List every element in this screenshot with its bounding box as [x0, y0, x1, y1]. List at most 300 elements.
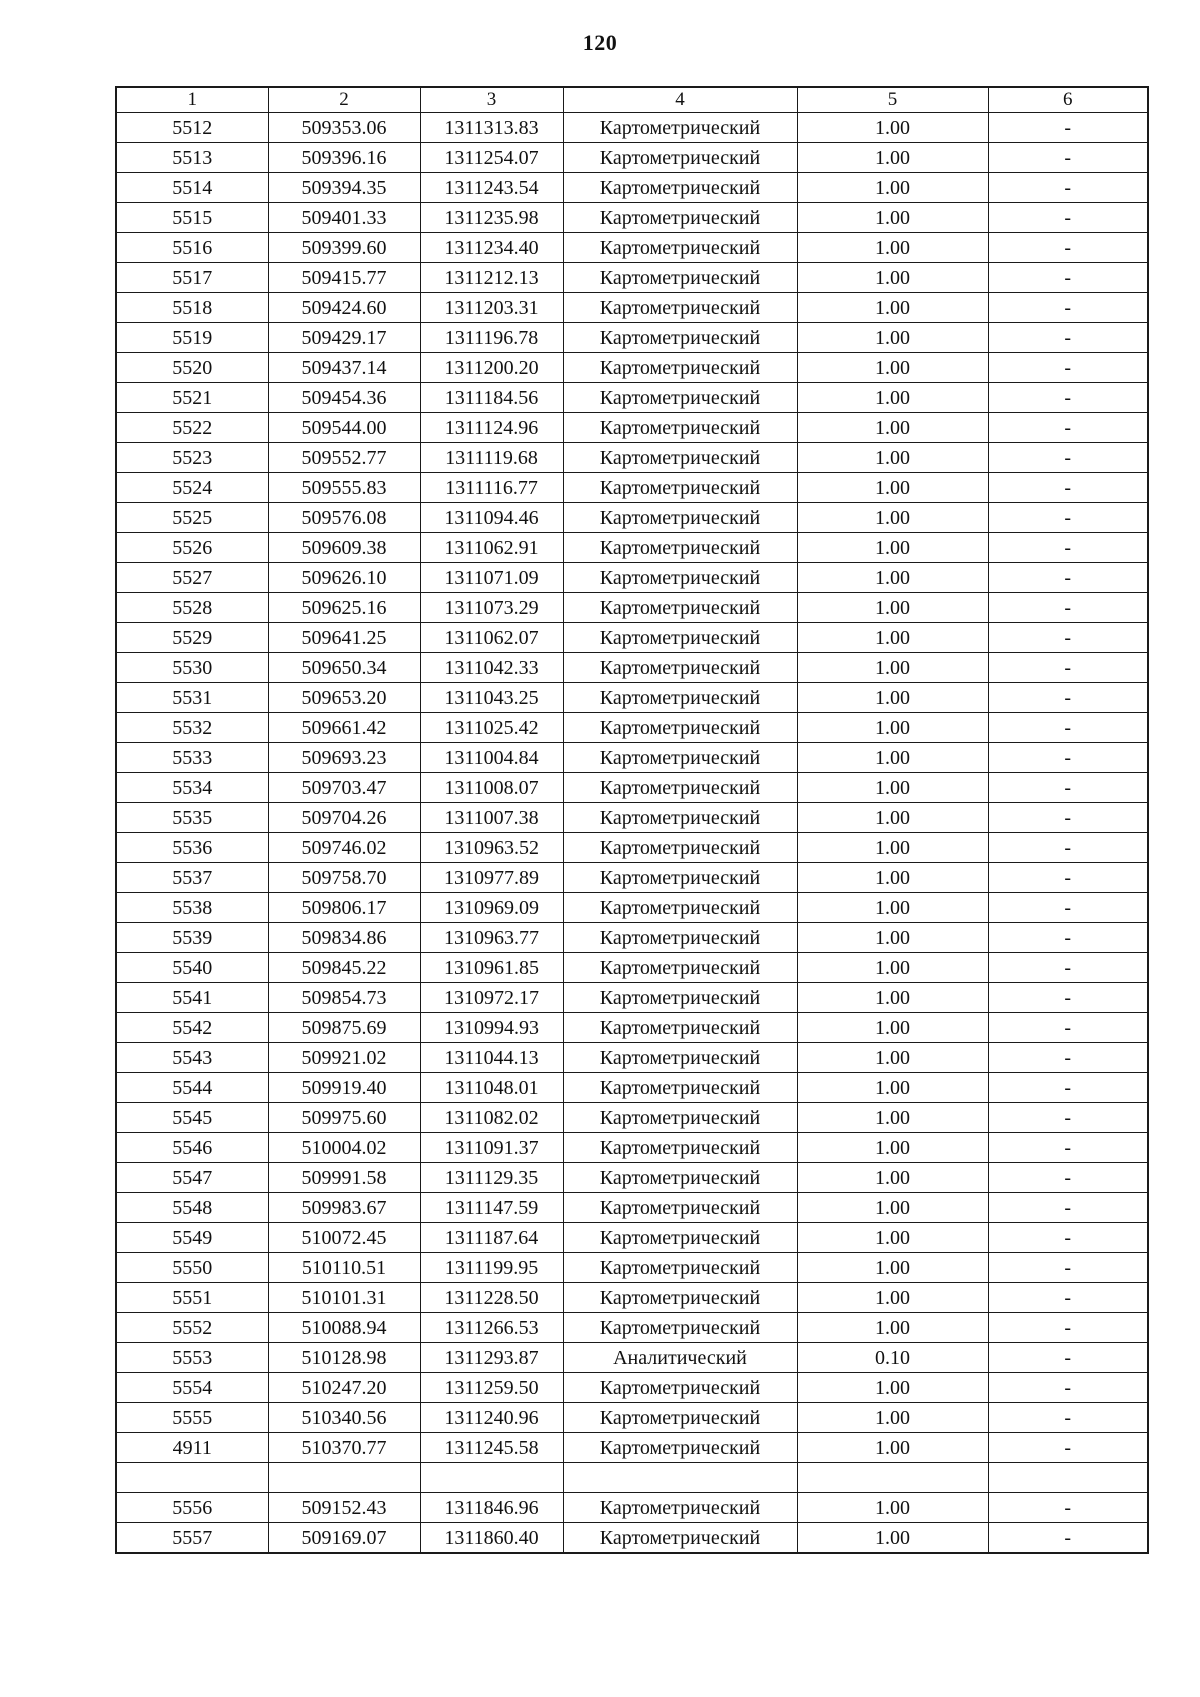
cell-coord-y: 1311313.83 [420, 113, 563, 143]
cell-note: - [988, 593, 1148, 623]
cell-note: - [988, 1403, 1148, 1433]
cell-method: Картометрический [563, 833, 797, 863]
table-row [116, 1343, 1148, 1373]
cell-method: Картометрический [563, 473, 797, 503]
cell-coord-y: 1311091.37 [420, 1133, 563, 1163]
cell-coord-x: 510110.51 [268, 1253, 420, 1283]
cell-coord-y: 1311129.35 [420, 1163, 563, 1193]
table-row [116, 1493, 1148, 1523]
table-row [116, 1103, 1148, 1133]
cell-coord-x: 509544.00 [268, 413, 420, 443]
cell-accuracy: 1.00 [797, 953, 988, 983]
table-row [116, 443, 1148, 473]
cell-coord-x: 510370.77 [268, 1433, 420, 1463]
cell-note: - [988, 1343, 1148, 1373]
cell-point-number: 5514 [116, 173, 268, 203]
cell-note: - [988, 1523, 1148, 1554]
cell-coord-x: 509704.26 [268, 803, 420, 833]
table-row [116, 1163, 1148, 1193]
cell-method: Картометрический [563, 623, 797, 653]
cell-method: Картометрический [563, 1523, 797, 1554]
column-header-1: 1 [116, 87, 268, 113]
cell-coord-x [268, 1463, 420, 1493]
cell-coord-y: 1311199.95 [420, 1253, 563, 1283]
cell-coord-y: 1311043.25 [420, 683, 563, 713]
table-row [116, 743, 1148, 773]
cell-accuracy: 1.00 [797, 323, 988, 353]
cell-method: Картометрический [563, 1223, 797, 1253]
table-row [116, 1373, 1148, 1403]
table-row [116, 773, 1148, 803]
cell-method: Картометрический [563, 983, 797, 1013]
cell-coord-x: 509609.38 [268, 533, 420, 563]
cell-coord-x: 509875.69 [268, 1013, 420, 1043]
cell-note: - [988, 143, 1148, 173]
cell-method: Картометрический [563, 1433, 797, 1463]
cell-accuracy: 1.00 [797, 203, 988, 233]
coordinates-table [115, 86, 1149, 1554]
cell-coord-x: 509703.47 [268, 773, 420, 803]
cell-note: - [988, 1283, 1148, 1313]
cell-point-number: 5552 [116, 1313, 268, 1343]
cell-accuracy [797, 1463, 988, 1493]
cell-point-number: 5557 [116, 1523, 268, 1554]
cell-coord-x: 510247.20 [268, 1373, 420, 1403]
cell-coord-x: 509921.02 [268, 1043, 420, 1073]
cell-note: - [988, 1433, 1148, 1463]
cell-coord-y: 1311259.50 [420, 1373, 563, 1403]
cell-coord-x: 510004.02 [268, 1133, 420, 1163]
cell-coord-x: 509152.43 [268, 1493, 420, 1523]
cell-coord-x: 510340.56 [268, 1403, 420, 1433]
cell-coord-y: 1311082.02 [420, 1103, 563, 1133]
cell-coord-y: 1310969.09 [420, 893, 563, 923]
cell-coord-y: 1311062.07 [420, 623, 563, 653]
cell-coord-y: 1310963.52 [420, 833, 563, 863]
table-row [116, 383, 1148, 413]
cell-coord-x: 509555.83 [268, 473, 420, 503]
cell-point-number: 5530 [116, 653, 268, 683]
cell-coord-y: 1310961.85 [420, 953, 563, 983]
cell-point-number: 5551 [116, 1283, 268, 1313]
cell-coord-y: 1311004.84 [420, 743, 563, 773]
cell-point-number: 5526 [116, 533, 268, 563]
cell-accuracy: 1.00 [797, 1193, 988, 1223]
cell-accuracy: 1.00 [797, 833, 988, 863]
cell-coord-y: 1311008.07 [420, 773, 563, 803]
cell-method: Картометрический [563, 953, 797, 983]
column-header-6: 6 [988, 87, 1148, 113]
cell-accuracy: 1.00 [797, 1043, 988, 1073]
cell-point-number: 5525 [116, 503, 268, 533]
cell-note: - [988, 743, 1148, 773]
cell-point-number: 5533 [116, 743, 268, 773]
cell-point-number: 5537 [116, 863, 268, 893]
cell-point-number: 5554 [116, 1373, 268, 1403]
cell-coord-y: 1311203.31 [420, 293, 563, 323]
cell-method: Картометрический [563, 1103, 797, 1133]
cell-method: Картометрический [563, 113, 797, 143]
cell-coord-x: 509845.22 [268, 953, 420, 983]
cell-coord-x: 509641.25 [268, 623, 420, 653]
table-row [116, 1313, 1148, 1343]
cell-accuracy: 1.00 [797, 263, 988, 293]
cell-note: - [988, 803, 1148, 833]
cell-coord-x: 509626.10 [268, 563, 420, 593]
cell-coord-y: 1311119.68 [420, 443, 563, 473]
cell-point-number: 5548 [116, 1193, 268, 1223]
cell-note: - [988, 683, 1148, 713]
cell-coord-y: 1311071.09 [420, 563, 563, 593]
cell-note: - [988, 863, 1148, 893]
cell-coord-x: 509650.34 [268, 653, 420, 683]
table-row [116, 173, 1148, 203]
cell-accuracy: 1.00 [797, 1313, 988, 1343]
cell-coord-x: 509919.40 [268, 1073, 420, 1103]
cell-coord-y: 1311212.13 [420, 263, 563, 293]
cell-note: - [988, 473, 1148, 503]
table-row [116, 203, 1148, 233]
cell-method: Картометрический [563, 653, 797, 683]
cell-coord-y: 1311042.33 [420, 653, 563, 683]
cell-accuracy: 1.00 [797, 653, 988, 683]
cell-coord-x: 509975.60 [268, 1103, 420, 1133]
cell-coord-y: 1311187.64 [420, 1223, 563, 1253]
cell-accuracy: 1.00 [797, 473, 988, 503]
table-row [116, 473, 1148, 503]
cell-coord-y: 1311245.58 [420, 1433, 563, 1463]
cell-method: Аналитический [563, 1343, 797, 1373]
cell-point-number: 5547 [116, 1163, 268, 1193]
cell-note [988, 1463, 1148, 1493]
cell-coord-x: 509693.23 [268, 743, 420, 773]
cell-point-number: 5516 [116, 233, 268, 263]
table-row [116, 233, 1148, 263]
cell-coord-y: 1311025.42 [420, 713, 563, 743]
cell-coord-x: 510072.45 [268, 1223, 420, 1253]
cell-coord-x: 509401.33 [268, 203, 420, 233]
cell-method [563, 1463, 797, 1493]
cell-point-number: 5534 [116, 773, 268, 803]
cell-method: Картометрический [563, 533, 797, 563]
cell-coord-y: 1311094.46 [420, 503, 563, 533]
table-row [116, 713, 1148, 743]
cell-method: Картометрический [563, 683, 797, 713]
table-row [116, 653, 1148, 683]
table-row [116, 293, 1148, 323]
table-row [116, 983, 1148, 1013]
cell-point-number: 4911 [116, 1433, 268, 1463]
cell-note: - [988, 413, 1148, 443]
cell-point-number: 5542 [116, 1013, 268, 1043]
cell-method: Картометрический [563, 1043, 797, 1073]
table-row [116, 1013, 1148, 1043]
table-row [116, 113, 1148, 143]
cell-coord-x: 509746.02 [268, 833, 420, 863]
cell-coord-x: 509454.36 [268, 383, 420, 413]
table-row [116, 143, 1148, 173]
cell-coord-x: 509429.17 [268, 323, 420, 353]
cell-accuracy: 1.00 [797, 413, 988, 443]
cell-note: - [988, 1133, 1148, 1163]
cell-method: Картометрический [563, 173, 797, 203]
cell-accuracy: 1.00 [797, 1493, 988, 1523]
cell-note: - [988, 1103, 1148, 1133]
table-row [116, 503, 1148, 533]
cell-accuracy: 1.00 [797, 683, 988, 713]
table-row [116, 1073, 1148, 1103]
cell-coord-x: 509834.86 [268, 923, 420, 953]
cell-note: - [988, 893, 1148, 923]
cell-point-number: 5512 [116, 113, 268, 143]
cell-point-number: 5520 [116, 353, 268, 383]
cell-method: Картометрический [563, 1283, 797, 1313]
table-row [116, 353, 1148, 383]
cell-accuracy: 1.00 [797, 1073, 988, 1103]
cell-accuracy: 1.00 [797, 1103, 988, 1133]
cell-point-number: 5540 [116, 953, 268, 983]
cell-point-number: 5524 [116, 473, 268, 503]
cell-point-number: 5538 [116, 893, 268, 923]
cell-accuracy: 1.00 [797, 893, 988, 923]
cell-point-number: 5549 [116, 1223, 268, 1253]
cell-method: Картометрический [563, 1403, 797, 1433]
cell-method: Картометрический [563, 1163, 797, 1193]
cell-coord-y: 1311254.07 [420, 143, 563, 173]
cell-accuracy: 1.00 [797, 743, 988, 773]
table-row [116, 953, 1148, 983]
cell-coord-x: 509806.17 [268, 893, 420, 923]
cell-method: Картометрический [563, 503, 797, 533]
cell-method: Картометрический [563, 563, 797, 593]
table-row [116, 1433, 1148, 1463]
cell-note: - [988, 113, 1148, 143]
cell-method: Картометрический [563, 773, 797, 803]
cell-coord-y: 1311266.53 [420, 1313, 563, 1343]
cell-method: Картометрический [563, 323, 797, 353]
cell-method: Картометрический [563, 413, 797, 443]
cell-point-number: 5517 [116, 263, 268, 293]
cell-point-number: 5527 [116, 563, 268, 593]
cell-note: - [988, 983, 1148, 1013]
table-row [116, 893, 1148, 923]
cell-point-number: 5539 [116, 923, 268, 953]
cell-accuracy: 1.00 [797, 383, 988, 413]
cell-accuracy: 1.00 [797, 143, 988, 173]
cell-note: - [988, 293, 1148, 323]
cell-accuracy: 1.00 [797, 863, 988, 893]
table-row [116, 533, 1148, 563]
cell-coord-y: 1311846.96 [420, 1493, 563, 1523]
cell-accuracy: 1.00 [797, 593, 988, 623]
cell-accuracy: 1.00 [797, 1223, 988, 1253]
cell-method: Картометрический [563, 143, 797, 173]
cell-coord-x: 509394.35 [268, 173, 420, 203]
cell-point-number: 5523 [116, 443, 268, 473]
cell-method: Картометрический [563, 1133, 797, 1163]
cell-coord-y: 1311116.77 [420, 473, 563, 503]
cell-note: - [988, 833, 1148, 863]
table-row [116, 413, 1148, 443]
cell-accuracy: 1.00 [797, 293, 988, 323]
column-header-3: 3 [420, 87, 563, 113]
cell-method: Картометрический [563, 593, 797, 623]
cell-point-number: 5531 [116, 683, 268, 713]
cell-method: Картометрический [563, 233, 797, 263]
cell-note: - [988, 233, 1148, 263]
cell-coord-y [420, 1463, 563, 1493]
cell-accuracy: 1.00 [797, 443, 988, 473]
cell-point-number: 5536 [116, 833, 268, 863]
cell-method: Картометрический [563, 713, 797, 743]
cell-accuracy: 1.00 [797, 623, 988, 653]
table-row [116, 683, 1148, 713]
cell-accuracy: 1.00 [797, 713, 988, 743]
cell-note: - [988, 953, 1148, 983]
cell-accuracy: 1.00 [797, 1253, 988, 1283]
cell-coord-y: 1311048.01 [420, 1073, 563, 1103]
cell-note: - [988, 563, 1148, 593]
cell-coord-x: 509653.20 [268, 683, 420, 713]
cell-point-number: 5555 [116, 1403, 268, 1433]
table-row [116, 833, 1148, 863]
table-body [116, 113, 1148, 1554]
cell-method: Картометрический [563, 1253, 797, 1283]
cell-accuracy: 1.00 [797, 773, 988, 803]
cell-point-number: 5532 [116, 713, 268, 743]
cell-coord-y: 1310972.17 [420, 983, 563, 1013]
table-row [116, 593, 1148, 623]
cell-coord-y: 1311184.56 [420, 383, 563, 413]
cell-accuracy: 1.00 [797, 803, 988, 833]
column-header-2: 2 [268, 87, 420, 113]
cell-coord-x: 509758.70 [268, 863, 420, 893]
cell-point-number: 5518 [116, 293, 268, 323]
column-header-5: 5 [797, 87, 988, 113]
table-row [116, 1043, 1148, 1073]
cell-coord-y: 1311044.13 [420, 1043, 563, 1073]
cell-point-number: 5544 [116, 1073, 268, 1103]
cell-point-number: 5535 [116, 803, 268, 833]
cell-accuracy: 1.00 [797, 1283, 988, 1313]
cell-coord-x: 509576.08 [268, 503, 420, 533]
cell-coord-y: 1311007.38 [420, 803, 563, 833]
cell-note: - [988, 1253, 1148, 1283]
cell-point-number: 5522 [116, 413, 268, 443]
cell-coord-y: 1311235.98 [420, 203, 563, 233]
table-row [116, 263, 1148, 293]
cell-method: Картометрический [563, 743, 797, 773]
cell-accuracy: 1.00 [797, 1013, 988, 1043]
cell-note: - [988, 173, 1148, 203]
cell-coord-x: 509991.58 [268, 1163, 420, 1193]
cell-point-number: 5553 [116, 1343, 268, 1373]
cell-method: Картометрический [563, 1373, 797, 1403]
cell-point-number [116, 1463, 268, 1493]
cell-coord-y: 1311073.29 [420, 593, 563, 623]
cell-note: - [988, 203, 1148, 233]
cell-method: Картометрический [563, 1073, 797, 1103]
cell-method: Картометрический [563, 863, 797, 893]
table-row [116, 803, 1148, 833]
cell-point-number: 5528 [116, 593, 268, 623]
cell-note: - [988, 1493, 1148, 1523]
table-row [116, 1193, 1148, 1223]
cell-accuracy: 1.00 [797, 1163, 988, 1193]
cell-note: - [988, 1163, 1148, 1193]
cell-point-number: 5529 [116, 623, 268, 653]
cell-coord-y: 1311234.40 [420, 233, 563, 263]
cell-method: Картометрический [563, 1013, 797, 1043]
cell-note: - [988, 653, 1148, 683]
table-row [116, 563, 1148, 593]
cell-coord-y: 1310994.93 [420, 1013, 563, 1043]
cell-note: - [988, 263, 1148, 293]
table-row [116, 1253, 1148, 1283]
cell-accuracy: 1.00 [797, 1403, 988, 1433]
cell-note: - [988, 353, 1148, 383]
cell-point-number: 5519 [116, 323, 268, 353]
cell-accuracy: 1.00 [797, 113, 988, 143]
table-row [116, 1403, 1148, 1433]
cell-note: - [988, 383, 1148, 413]
table-row [116, 1133, 1148, 1163]
cell-note: - [988, 503, 1148, 533]
table-header-row [116, 87, 1148, 113]
cell-accuracy: 1.00 [797, 503, 988, 533]
cell-coord-y: 1311062.91 [420, 533, 563, 563]
cell-method: Картометрический [563, 353, 797, 383]
cell-coord-x: 509983.67 [268, 1193, 420, 1223]
cell-point-number: 5556 [116, 1493, 268, 1523]
cell-note: - [988, 713, 1148, 743]
cell-point-number: 5546 [116, 1133, 268, 1163]
cell-note: - [988, 1373, 1148, 1403]
cell-method: Картометрический [563, 263, 797, 293]
cell-accuracy: 1.00 [797, 353, 988, 383]
cell-accuracy: 1.00 [797, 1433, 988, 1463]
cell-coord-y: 1311196.78 [420, 323, 563, 353]
cell-coord-x: 509415.77 [268, 263, 420, 293]
cell-note: - [988, 533, 1148, 563]
page-number: 120 [582, 30, 618, 55]
cell-method: Картометрический [563, 383, 797, 413]
table-row [116, 923, 1148, 953]
cell-note: - [988, 1073, 1148, 1103]
cell-accuracy: 1.00 [797, 1133, 988, 1163]
cell-point-number: 5515 [116, 203, 268, 233]
cell-coord-y: 1311124.96 [420, 413, 563, 443]
cell-accuracy: 1.00 [797, 173, 988, 203]
cell-coord-x: 509552.77 [268, 443, 420, 473]
cell-coord-y: 1310963.77 [420, 923, 563, 953]
cell-coord-y: 1311228.50 [420, 1283, 563, 1313]
cell-note: - [988, 1313, 1148, 1343]
cell-note: - [988, 1013, 1148, 1043]
table-row [116, 863, 1148, 893]
cell-accuracy: 0.10 [797, 1343, 988, 1373]
cell-method: Картометрический [563, 923, 797, 953]
cell-coord-x: 510088.94 [268, 1313, 420, 1343]
cell-coord-x: 509854.73 [268, 983, 420, 1013]
cell-method: Картометрический [563, 1493, 797, 1523]
cell-note: - [988, 323, 1148, 353]
cell-note: - [988, 443, 1148, 473]
cell-method: Картометрический [563, 203, 797, 233]
cell-coord-x: 509437.14 [268, 353, 420, 383]
cell-point-number: 5541 [116, 983, 268, 1013]
cell-method: Картометрический [563, 1313, 797, 1343]
